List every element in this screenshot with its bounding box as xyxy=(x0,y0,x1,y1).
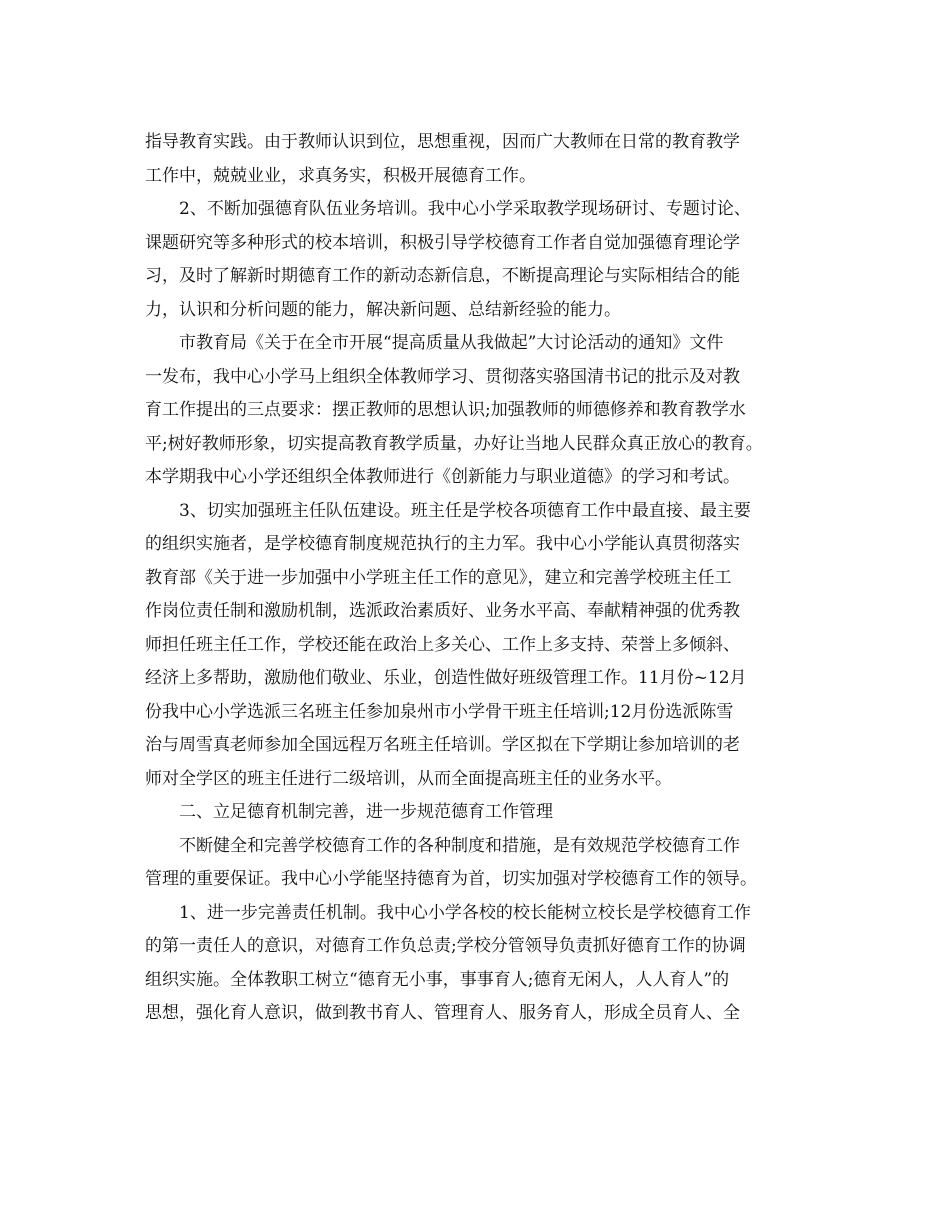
text-line: 不断健全和完善学校德育工作的各种制度和措施，是有效规范学校德育工作 xyxy=(179,835,740,856)
text-line: 教育部《关于进一步加强中小学班主任工作的意见》，建立和完善学校班主任工 xyxy=(145,567,732,588)
text-line: 管理的重要保证。我中心小学能坚持德育为首，切实加强对学校德育工作的领导。 xyxy=(145,869,757,889)
text-line: 课题研究等多种形式的校本培训，积极引导学校德育工作者自觉加强德育理论学 xyxy=(145,232,740,253)
text-line: 的第一责任人的意识，对德育工作负总责;学校分管领导负责抓好德育工作的协调 xyxy=(145,936,746,956)
text-line: 二、立足德育机制完善，进一步规范德育工作管理 xyxy=(179,802,553,822)
text-line: 平;树好教师形象，切实提高教育教学质量，办好让当地人民群众真正放心的教育。 xyxy=(145,433,763,454)
text-line: 1、进一步完善责任机制。我中心小学各校的校长能树立校长是学校德育工作 xyxy=(179,902,751,923)
text-line: 经济上多帮助，激励他们敬业、乐业，创造性做好班级管理工作。11月份~12月 xyxy=(145,668,747,688)
text-line: 的组织实施者，是学校德育制度规范执行的主力军。我中心小学能认真贯彻落实 xyxy=(145,534,740,554)
text-line: 2、不断加强德育队伍业务培训。我中心小学采取教学现场研讨、专题讨论、 xyxy=(179,199,751,219)
text-line: 组织实施。全体教职工树立“德育无小事，事事育人;德育无闲人，人人育人”的 xyxy=(145,969,730,990)
text-line: 思想，强化育人意识，做到教书育人、管理育人、服务育人，形成全员育人、全 xyxy=(145,1003,740,1023)
text-line: 本学期我中心小学还组织全体教师进行《创新能力与职业道德》的学习和考试。 xyxy=(145,467,740,487)
text-line: 指导教育实践。由于教师认识到位，思想重视，因而广大教师在日常的教育教学 xyxy=(145,132,740,152)
text-line: 3、切实加强班主任队伍建设。班主任是学校各项德育工作中最直接、最主要 xyxy=(179,500,751,521)
text-line: 力，认识和分析问题的能力，解决新问题、总结新经验的能力。 xyxy=(145,299,621,320)
text-line: 习，及时了解新时期德育工作的新动态新信息，不断提高理论与实际相结合的能 xyxy=(145,266,740,286)
text-line: 作岗位责任制和激励机制，选派政治素质好、业务水平高、奉献精神强的优秀教 xyxy=(145,601,740,621)
text-line: 治与周雪真老师参加全国远程万名班主任培训。学区拟在下学期让参加培训的老 xyxy=(145,735,740,755)
text-line: 育工作提出的三点要求：摆正教师的思想认识;加强教师的师德修养和教育教学水 xyxy=(145,400,746,420)
text-line: 一发布，我中心小学马上组织全体教师学习、贯彻落实骆国清书记的批示及对教 xyxy=(145,366,740,387)
text-line: 份我中心小学选派三名班主任参加泉州市小学骨干班主任培训;12月份选派陈雪 xyxy=(145,701,734,722)
text-line: 工作中，兢兢业业，求真务实，积极开展德育工作。 xyxy=(145,165,536,186)
text-line: 师对全学区的班主任进行二级培训，从而全面提高班主任的业务水平。 xyxy=(145,768,672,789)
text-line: 师担任班主任工作，学校还能在政治上多关心、工作上多支持、荣誉上多倾斜、 xyxy=(145,634,740,655)
text-line: 市教育局《关于在全市开展“提高质量从我做起”大讨论活动的通知》文件 xyxy=(179,333,724,353)
document-body xyxy=(145,126,810,1031)
